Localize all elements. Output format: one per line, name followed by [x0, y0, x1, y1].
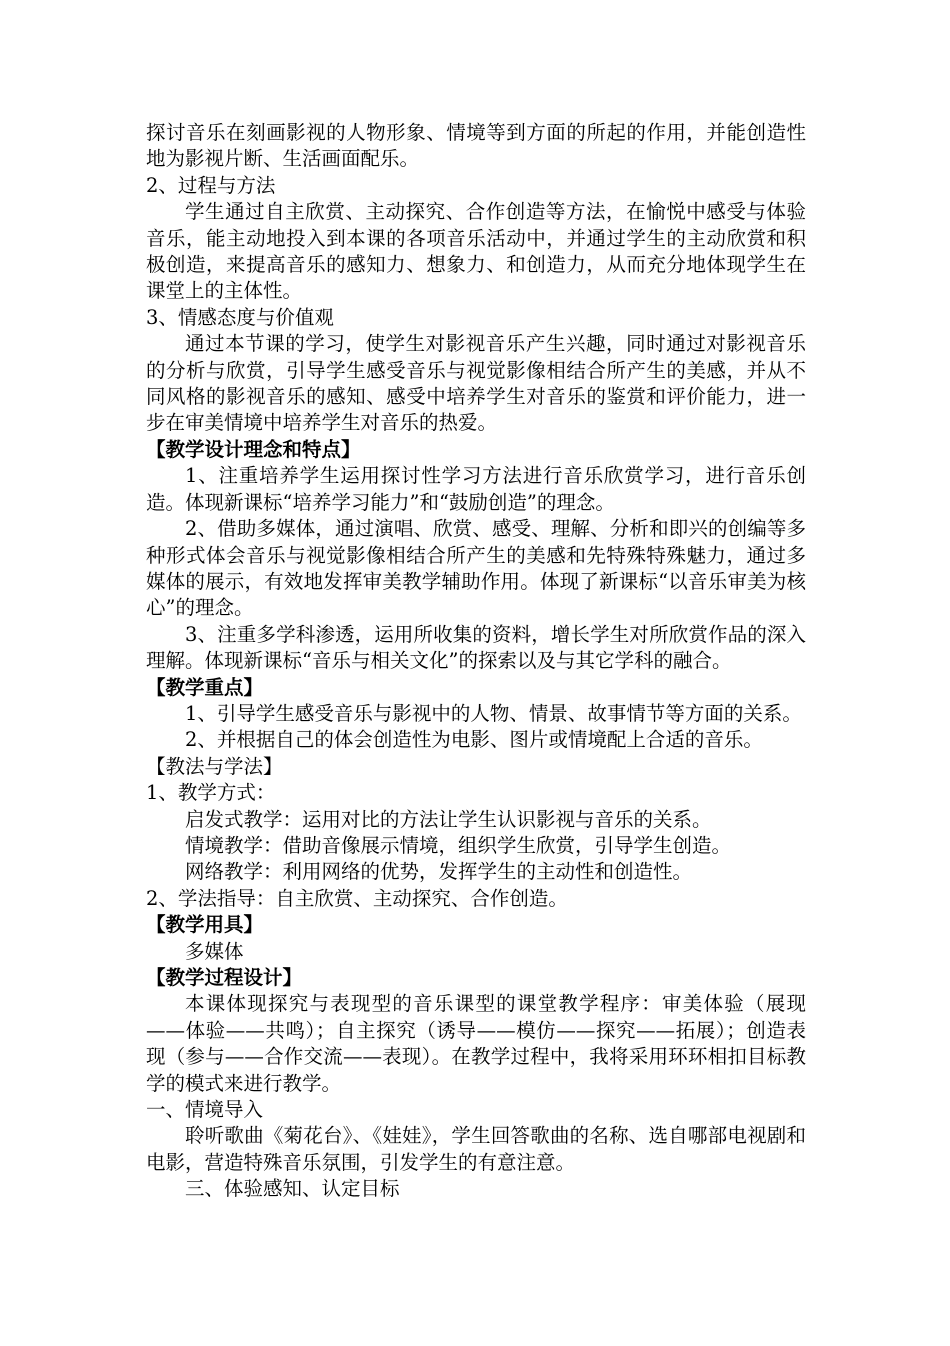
list-item: 情境教学：借助音像展示情境，组织学生欣赏，引导学生创造。 [185, 833, 732, 857]
paragraph: 探讨音乐在刻画影视的人物形象、情境等到方面的所起的作用，并能创造性地为影视片断、生活画面配乐。 [146, 121, 806, 171]
section-heading: 【教法与学法】 [146, 754, 283, 778]
paragraph: 通过本节课的学习，使学生对影视音乐产生兴趣，同时通过对影视音乐的分析与欣赏，引导学生感受音乐与视觉影像相结合所产生的美感，并从不同风格的影视音乐的感知、感受中培养学生对音乐的鉴赏和评价能力，进一步在审美情境中培养学生对音乐的热爱。 [146, 332, 806, 435]
subsection-heading: 3、情感态度与价值观 [146, 305, 334, 329]
paragraph: 1、注重培养学生运用探讨性学习方法进行音乐欣赏学习，进行音乐创造。体现新课标“培养学习能力”和“鼓励创造”的理念。 [146, 464, 806, 514]
section-heading: 【教学重点】 [146, 675, 264, 699]
section-heading: 【教学设计理念和特点】 [146, 437, 361, 461]
paragraph: 本课体现探究与表现型的音乐课型的课堂教学程序：审美体验（展现——体验——共鸣）；自主探究（诱导——模仿——探究——拓展）；创造表现（参与——合作交流——表现）。在教学过程中，我将采用环环相扣目标教学的模式来进行教学。 [146, 992, 806, 1095]
subsection-heading: 一、情境导入 [146, 1098, 264, 1122]
section-heading: 【教学用具】 [146, 913, 264, 937]
list-item: 多媒体 [185, 939, 244, 963]
subsection-heading: 2、学法指导：自主欣赏、主动探究、合作创造。 [146, 886, 568, 910]
paragraph: 聆听歌曲《菊花台》、《娃娃》，学生回答歌曲的名称、选自哪部电视剧和电影，营造特殊音乐氛围，引发学生的有意注意。 [146, 1124, 806, 1174]
document-body [146, 120, 806, 1203]
list-item: 启发式教学：运用对比的方法让学生认识影视与音乐的关系。 [185, 807, 712, 831]
subsection-heading: 1、教学方式： [146, 781, 276, 805]
paragraph: 2、借助多媒体，通过演唱、欣赏、感受、理解、分析和即兴的创编等多种形式体会音乐与视觉影像相结合所产生的美感和先特殊特殊魅力，通过多媒体的展示，有效地发挥审美教学辅助作用。体现了新课标“以音乐审美为核心”的理念。 [146, 517, 806, 620]
section-heading: 【教学过程设计】 [146, 966, 303, 989]
paragraph: 3、注重多学科渗透，运用所收集的资料，增长学生对所欣赏作品的深入理解。体现新课标“音乐与相关文化”的探索以及与其它学科的融合。 [146, 622, 806, 673]
list-item: 网络教学：利用网络的优势，发挥学生的主动性和创造性。 [185, 860, 693, 884]
subsection-heading: 2、过程与方法 [146, 173, 276, 197]
paragraph: 学生通过自主欣赏、主动探究、合作创造等方法，在愉悦中感受与体验音乐，能主动地投入到本课的各项音乐活动中，并通过学生的主动欣赏和积极创造，来提高音乐的感知力、想象力、和创造力，从而充分地体现学生在课堂上的主体性。 [146, 200, 806, 303]
paragraph: 1、引导学生感受音乐与影视中的人物、情景、故事情节等方面的关系。 [185, 701, 802, 725]
subsection-heading: 三、体验感知、认定目标 [185, 1177, 400, 1201]
paragraph: 2、并根据自己的体会创造性为电影、图片或情境配上合适的音乐。 [185, 728, 763, 752]
